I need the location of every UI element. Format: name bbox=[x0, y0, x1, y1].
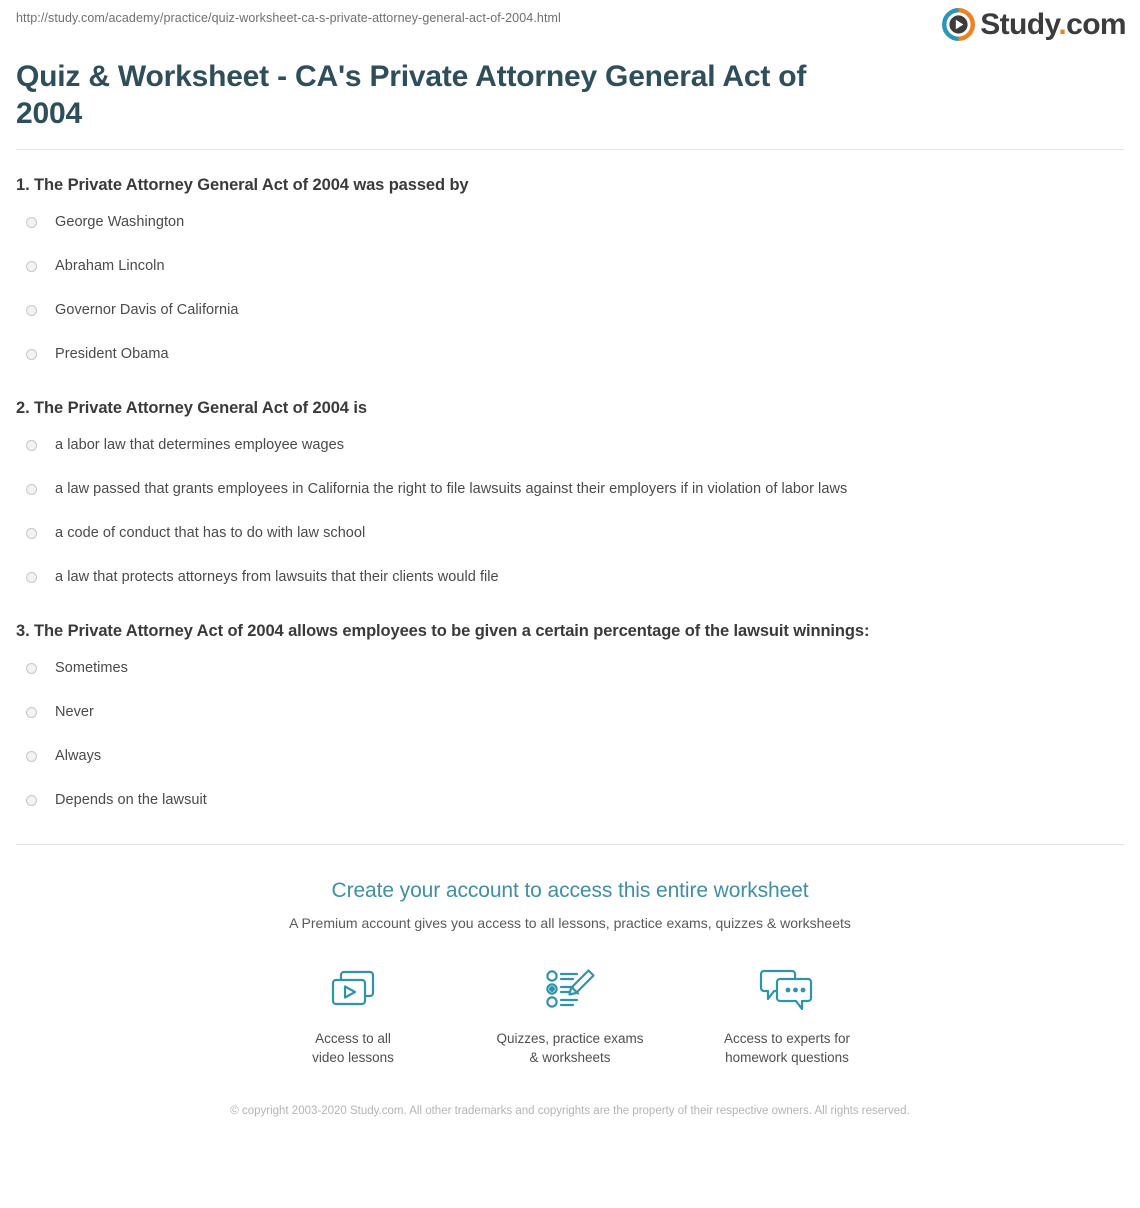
answer-option[interactable] bbox=[16, 300, 1124, 320]
copyright-notice: © copyright 2003-2020 Study.com. All other trademarks and copyrights are the property of their respective owners. All rights reserved. bbox=[230, 1105, 910, 1117]
radio-button-icon[interactable] bbox=[26, 217, 37, 228]
feature-label bbox=[679, 1029, 896, 1067]
feature-label-line1: Access to experts for bbox=[723, 1031, 851, 1046]
question-text: 3. The Private Attorney Act of 2004 allows employees to be given a certain percentage of the lawsuit winnings: bbox=[16, 622, 870, 640]
feature-label bbox=[245, 1029, 462, 1067]
quiz-pencil-icon bbox=[462, 961, 679, 1017]
answer-label: Abraham Lincoln bbox=[55, 258, 165, 274]
feature-label-line2: homework questions bbox=[725, 1050, 849, 1065]
answer-option[interactable] bbox=[16, 344, 1124, 364]
chat-bubbles-icon bbox=[679, 961, 896, 1017]
page-url: http://study.com/academy/practice/quiz-worksheet-ca-s-private-attorney-general-act-of-2004.html bbox=[16, 11, 561, 25]
question-block bbox=[16, 397, 1124, 587]
radio-button-icon[interactable] bbox=[26, 484, 37, 495]
answer-label: a labor law that determines employee wages bbox=[55, 437, 345, 453]
feature-expert-help bbox=[679, 961, 896, 1067]
answer-options-list bbox=[16, 435, 1124, 587]
feature-label bbox=[462, 1029, 679, 1067]
answer-option[interactable] bbox=[16, 567, 1124, 587]
answer-label: Sometimes bbox=[55, 660, 128, 676]
radio-button-icon[interactable] bbox=[26, 305, 37, 316]
cta-subtitle: A Premium account gives you access to all lessons, practice exams, quizzes & worksheets bbox=[289, 915, 851, 931]
feature-label-line2: video lessons bbox=[312, 1050, 394, 1065]
brand-name-part1: Study bbox=[980, 8, 1059, 41]
brand-name-part2: com bbox=[1066, 8, 1126, 41]
browser-top-bar bbox=[0, 0, 1140, 52]
answer-label: a law passed that grants employees in California the right to file lawsuits against their employers if in violation of labor laws bbox=[55, 481, 848, 497]
answer-option[interactable] bbox=[16, 212, 1124, 232]
answer-label: George Washington bbox=[55, 214, 185, 230]
question-text: 2. The Private Attorney General Act of 2004 is bbox=[16, 399, 367, 417]
brand-wordmark bbox=[980, 8, 1126, 41]
radio-button-icon[interactable] bbox=[26, 751, 37, 762]
cta-title[interactable]: Create your account to access this entire worksheet bbox=[331, 879, 809, 902]
answer-label: Never bbox=[55, 704, 94, 720]
answer-label: Depends on the lawsuit bbox=[55, 792, 207, 808]
video-lessons-icon bbox=[245, 961, 462, 1017]
answer-option[interactable] bbox=[16, 256, 1124, 276]
radio-button-icon[interactable] bbox=[26, 528, 37, 539]
answer-label: Governor Davis of California bbox=[55, 302, 239, 318]
brand-dot: . bbox=[1058, 8, 1067, 41]
feature-label-line2: & worksheets bbox=[529, 1050, 611, 1065]
feature-label-line1: Quizzes, practice exams bbox=[496, 1031, 644, 1046]
answer-option[interactable] bbox=[16, 479, 1124, 499]
answer-options-list bbox=[16, 212, 1124, 364]
answer-option[interactable] bbox=[16, 746, 1124, 766]
create-account-cta bbox=[16, 845, 1124, 1120]
premium-features-list bbox=[16, 961, 1124, 1067]
page-title: Quiz & Worksheet - CA's Private Attorney General Act of 2004 bbox=[16, 60, 807, 130]
study-com-logo[interactable] bbox=[942, 8, 1126, 41]
radio-button-icon[interactable] bbox=[26, 795, 37, 806]
radio-button-icon[interactable] bbox=[26, 572, 37, 583]
answer-option[interactable] bbox=[16, 523, 1124, 543]
radio-button-icon[interactable] bbox=[26, 261, 37, 272]
radio-button-icon[interactable] bbox=[26, 440, 37, 451]
question-block bbox=[16, 174, 1124, 364]
feature-label-line1: Access to all bbox=[315, 1031, 391, 1046]
quiz-questions-list bbox=[16, 150, 1124, 810]
play-circle-icon bbox=[942, 8, 975, 41]
answer-options-list bbox=[16, 658, 1124, 810]
answer-label: President Obama bbox=[55, 346, 169, 362]
feature-video-lessons bbox=[245, 961, 462, 1067]
answer-label: Always bbox=[55, 748, 102, 764]
question-text: 1. The Private Attorney General Act of 2004 was passed by bbox=[16, 176, 469, 194]
question-block bbox=[16, 620, 1124, 810]
radio-button-icon[interactable] bbox=[26, 349, 37, 360]
answer-option[interactable] bbox=[16, 658, 1124, 678]
answer-option[interactable] bbox=[16, 790, 1124, 810]
radio-button-icon[interactable] bbox=[26, 663, 37, 674]
radio-button-icon[interactable] bbox=[26, 707, 37, 718]
feature-quizzes-worksheets bbox=[462, 961, 679, 1067]
answer-label: a code of conduct that has to do with law school bbox=[55, 525, 366, 541]
answer-label: a law that protects attorneys from lawsuits that their clients would file bbox=[55, 569, 499, 585]
answer-option[interactable] bbox=[16, 435, 1124, 455]
answer-option[interactable] bbox=[16, 702, 1124, 722]
